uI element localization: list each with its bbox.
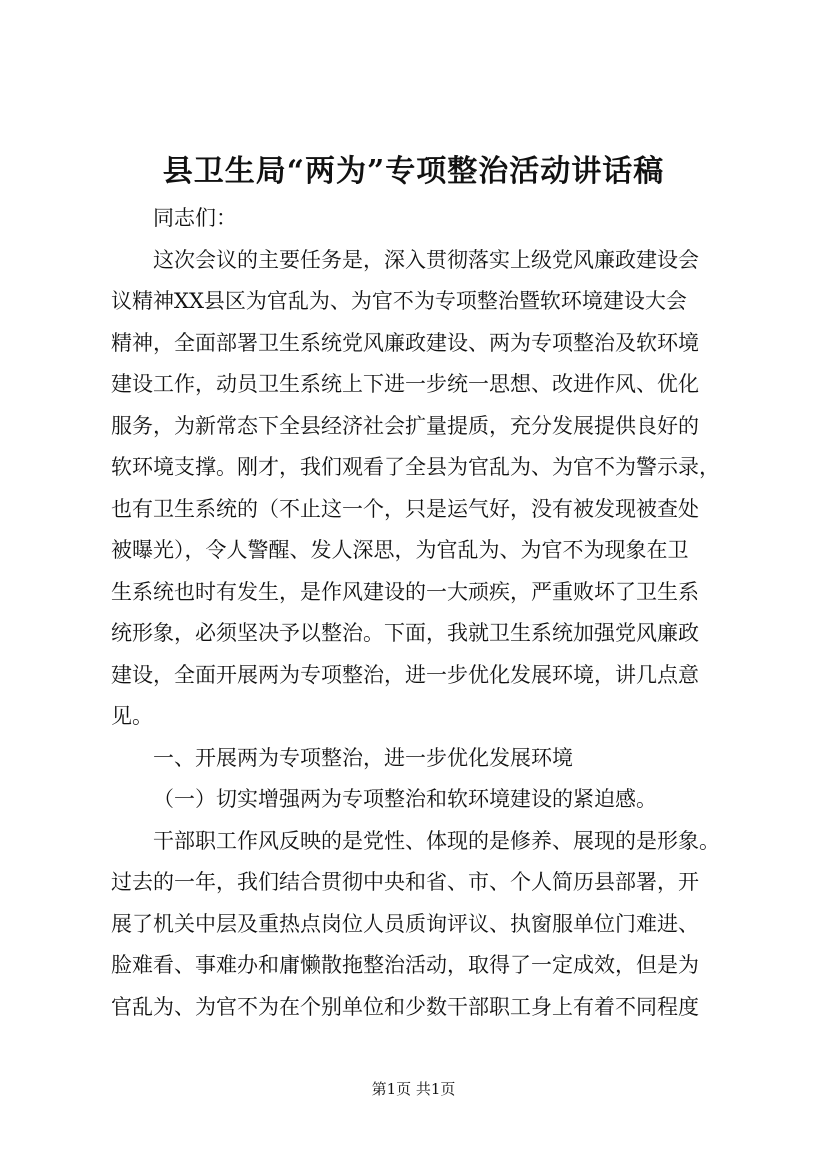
paragraph-line: 这次会议的主要任务是，深入贯彻落实上级党风廉政建设会	[153, 247, 699, 272]
salutation-line: 同志们：	[153, 206, 237, 230]
subsection-heading: （一）切实增强两为专项整治和软环境建设的紧迫感。	[153, 787, 657, 811]
document-body	[111, 198, 741, 1028]
section-heading: 一、开展两为专项整治，进一步优化发展环境	[153, 745, 573, 770]
paragraph-line: 也有卫生系统的（不止这一个，只是运气好，没有被发现被查处	[111, 496, 699, 521]
paragraph-line: 被曝光），令人警醒、发人深思，为官乱为、为官不为现象在卫	[111, 538, 689, 562]
paragraph-line: 过去的一年，我们结合贯彻中央和省、市、个人简历县部署，开	[111, 870, 699, 894]
paragraph-line: 软环境支撑。刚才，我们观看了全县为官乱为、为官不为警示录，	[111, 455, 720, 479]
paragraph-line: 脸难看、事难办和庸懒散拖整治活动，取得了一定成效，但是为	[111, 953, 699, 977]
page-footer: 第1页 共1页	[371, 1080, 456, 1098]
paragraph-line: 统形象，必须坚决予以整治。下面，我就卫生系统加强党风廉政	[111, 621, 699, 645]
paragraph-line: 建设工作，动员卫生系统上下进一步统一思想、改进作风、优化	[111, 372, 699, 396]
paragraph-line: 官乱为、为官不为在个别单位和少数干部职工身上有着不同程度	[111, 994, 699, 1019]
paragraph-line: 议精神XX县区为官乱为、为官不为专项整治暨软环境建设大会	[111, 289, 687, 313]
paragraph-line: 展了机关中层及重热点岗位人员质询评议、执窗服单位门难进、	[111, 911, 699, 936]
paragraph-line: 见。	[111, 704, 153, 728]
paragraph-line: 干部职工作风反映的是党性、体现的是修养、展现的是形象。	[153, 828, 720, 853]
paragraph-line: 建设，全面开展两为专项整治，进一步优化发展环境，讲几点意	[111, 662, 699, 687]
paragraph-line: 生系统也时有发生，是作风建设的一大顽疾，严重败坏了卫生系	[111, 579, 699, 604]
paragraph-line: 服务，为新常态下全县经济社会扩量提质，充分发展提供良好的	[111, 413, 699, 438]
document-title: 县卫生局“两为”专项整治活动讲话稿	[162, 154, 665, 189]
paragraph-line: 精神，全面部署卫生系统党风廉政建设、两为专项整治及软环境	[111, 330, 699, 355]
